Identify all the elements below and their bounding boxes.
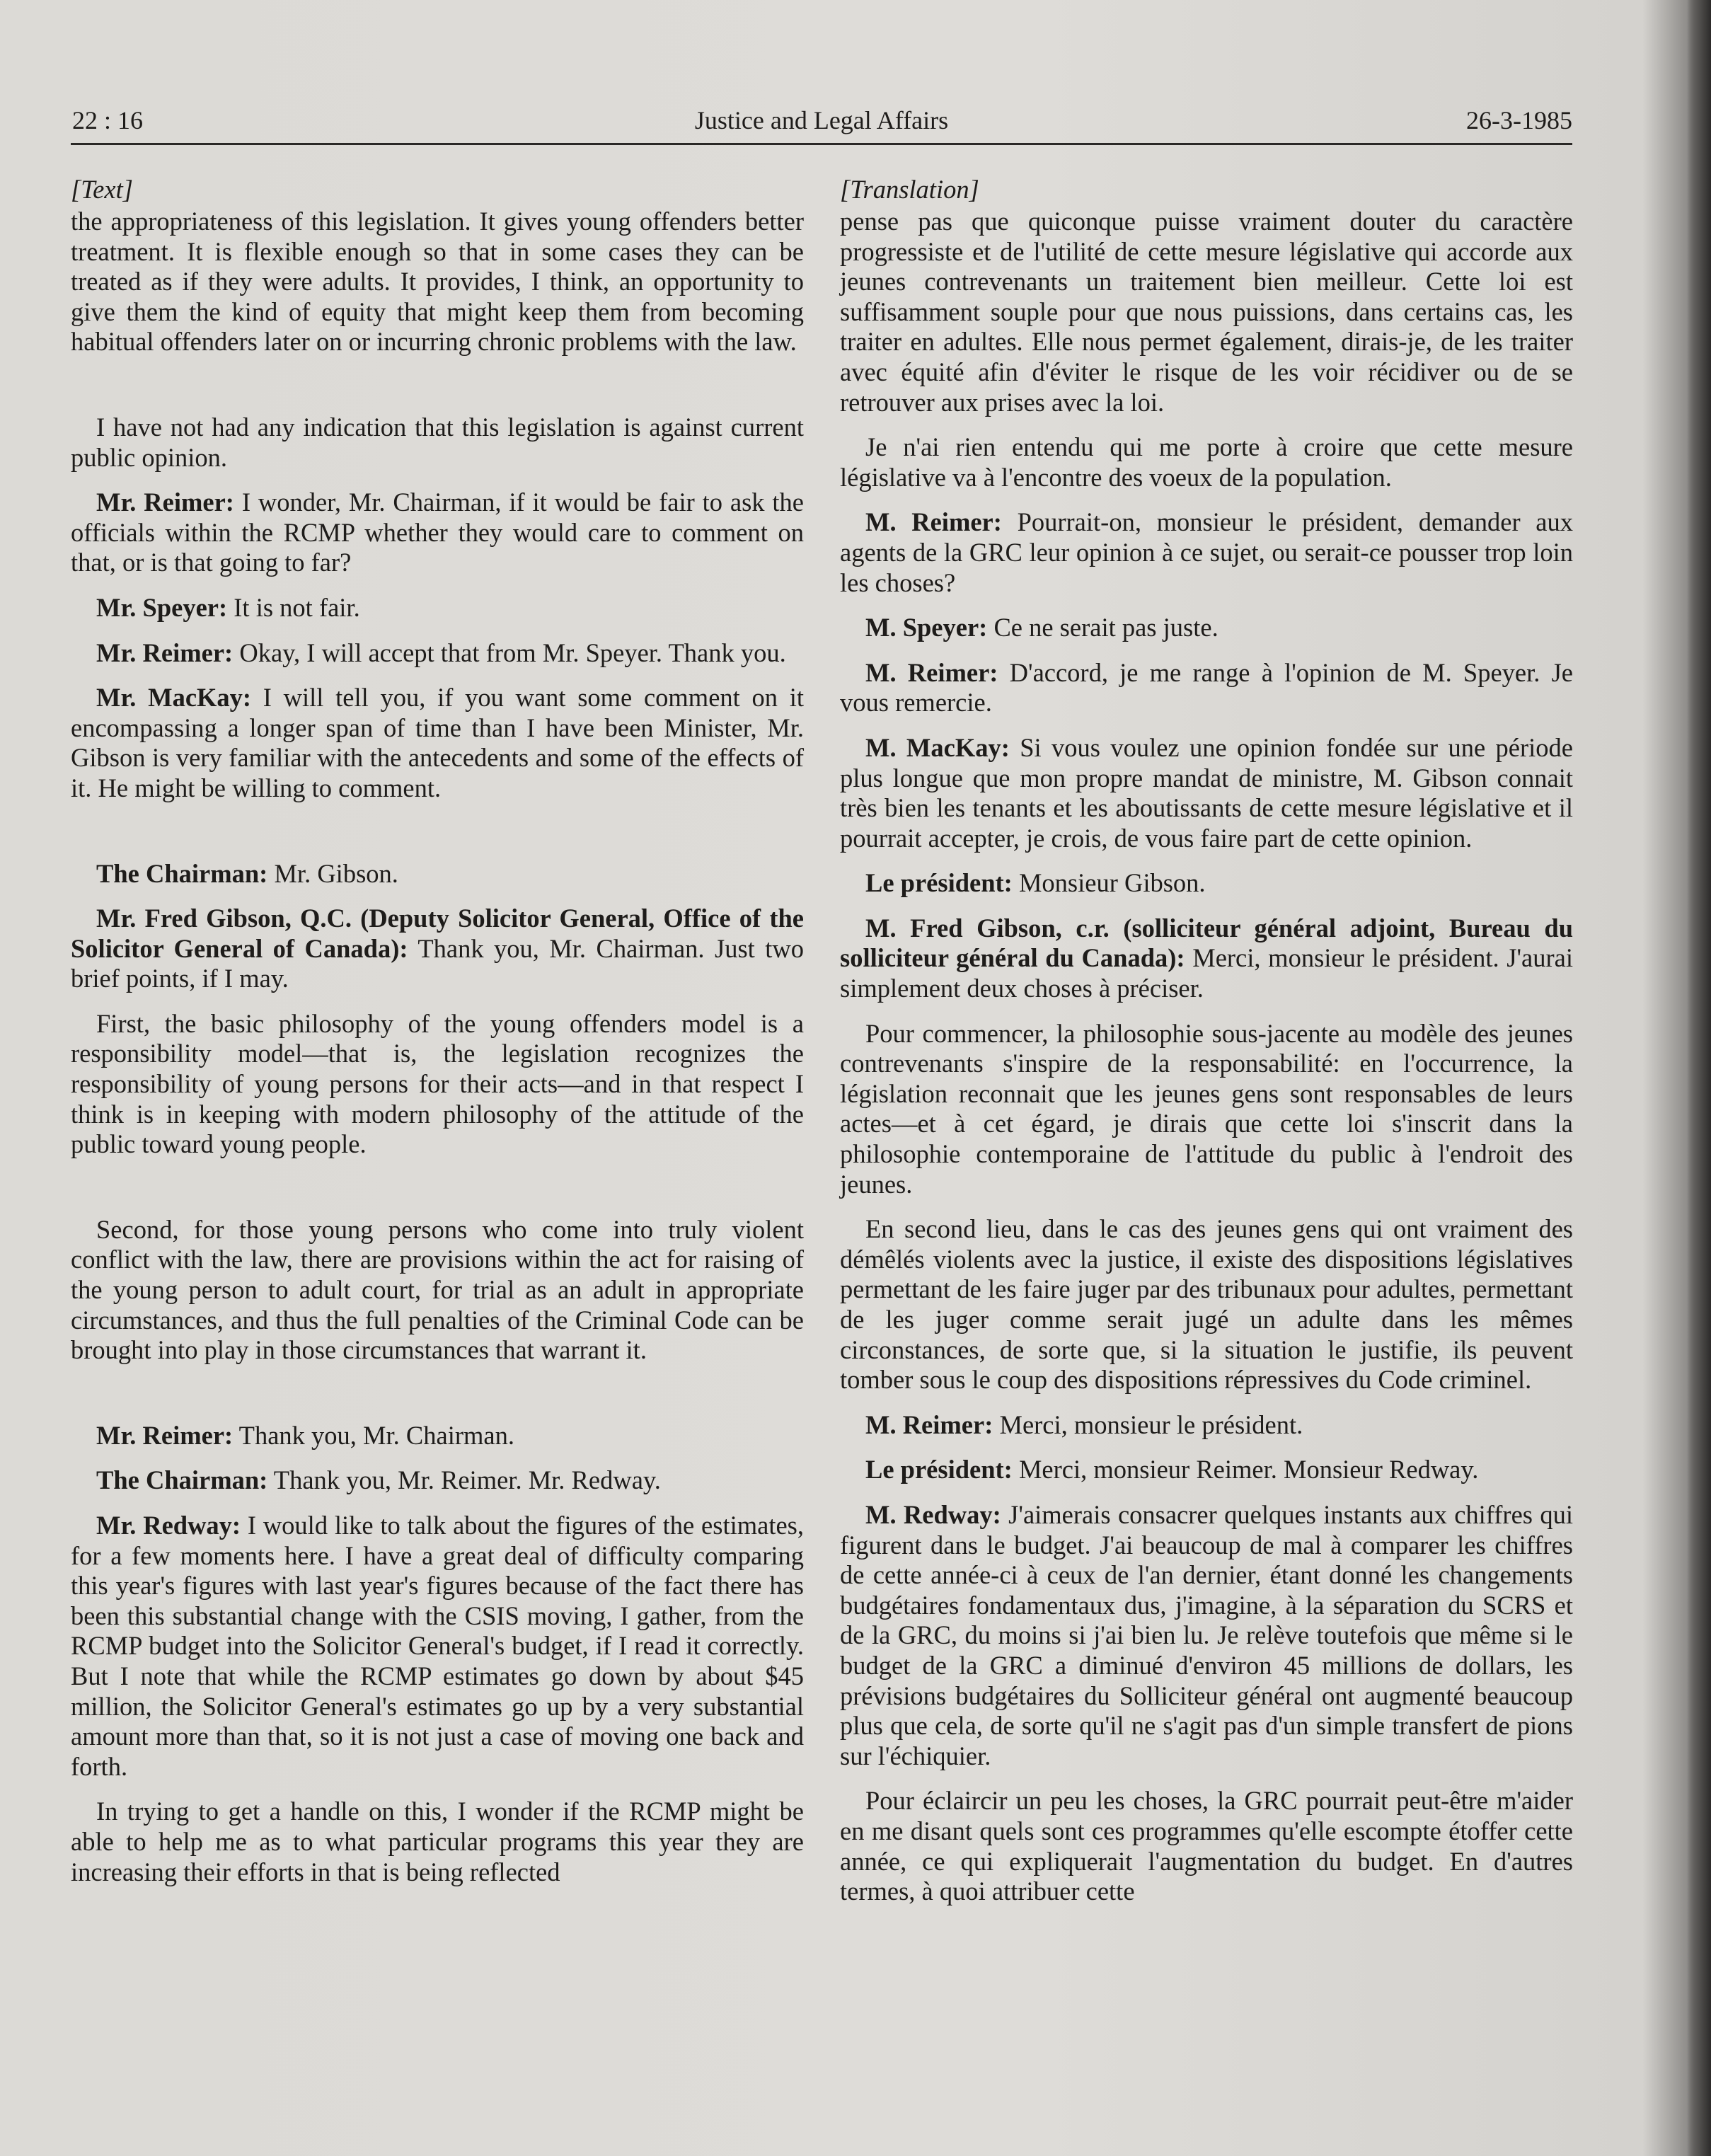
paragraph: Pour commencer, la philosophie sous-jacente au modèle des jeunes contrevenants s'inspire de la responsabilité: en l'occurrence, la législation reconnait que les jeunes gens sont responsables de leurs actes—et à cet égard, je dirais que cette loi s'inscrit dans la philosophie contemporaine de l'attitude du public à l'endroit des jeunes. bbox=[840, 1018, 1573, 1199]
speech: Mr. Redway: I would like to talk about the figures of the estimates, for a few moments here. I have a great deal of difficulty comparing this year's figures with last year's figures because of the fact there has been this substantial change with the CSIS moving, I gather, from the RCMP budget into the Solicitor General's budget, if I read it correctly. But I note that while the RCMP estimates go down by about $45 million, the Solicitor General's estimates go up by a very substantial amount more than that, so it is not just a case of moving one back and forth. bbox=[71, 1511, 804, 1781]
speech: M. MacKay: Si vous voulez une opinion fondée sur une période plus longue que mon propre mandat de ministre, M. Gibson connait très bien les tenants et les aboutissants de cette mesure législative et il pourrait accepter, je crois, de vous faire part de cette opinion. bbox=[840, 732, 1573, 853]
sitting-date: 26-3-1985 bbox=[1466, 106, 1572, 134]
speech: Le président: Merci, monsieur Reimer. Monsieur Redway. bbox=[865, 1455, 1479, 1485]
speech: Mr. Speyer: It is not fair. bbox=[96, 592, 360, 622]
speaker: M. Reimer: bbox=[865, 1410, 993, 1439]
speaker: The Chairman: bbox=[96, 858, 268, 888]
page-number: 22 : 16 bbox=[72, 106, 144, 134]
speaker: Mr. Speyer: bbox=[96, 592, 228, 622]
speaker: M. Redway: bbox=[865, 1499, 1001, 1529]
speaker: Mr. MacKay: bbox=[96, 683, 252, 713]
speech: Mr. MacKay: I will tell you, if you want some comment on it encompassing a longer span of time than I have been Minister, Mr. Gibson is very familiar with the antecedents and some of the effects of it. He might be willing to comment. bbox=[71, 683, 804, 802]
speaker: Mr. Redway: bbox=[96, 1511, 241, 1540]
speaker: Le président: bbox=[865, 1455, 1013, 1485]
speaker: M. Speyer: bbox=[865, 613, 988, 642]
speech: M. Redway: J'aimerais consacrer quelques instants aux chiffres qui figurent dans le budget. J'ai beaucoup de mal à comparer les chiffres de cette année-ci à ceux de l'an dernier, étant donné les changements budgétaires fondamentaux dus, j'imagine, à la séparation du SCRS et de la GRC, du moins si j'ai bien lu. Je relève toutefois que même si le budget de la GRC a diminué d'environ 45 millions de dollars, les prévisions budgétaires du Solliciteur général ont augmenté beaucoup plus que cela, de sorte qu'il ne s'agit pas d'un simple transfert de pions sur l'échiquier. bbox=[840, 1499, 1573, 1770]
paragraph: En second lieu, dans le cas des jeunes gens qui ont vraiment des démêlés violents avec la justice, il existe des dispositions législatives permettant de les faire juger par des tribunaux pour adultes, permettant de les juger comme serait jugé un adulte dans les mêmes circonstances, de sorte que, si la situation le justifie, ils peuvent tomber sous le coup des dispositions répressives du Code criminel. bbox=[840, 1214, 1573, 1395]
paragraph: First, the basic philosophy of the young offenders model is a responsibility model—that is, the legislation recognizes the responsibility of young persons for their acts—and in that respect I think is in keeping with modern philosophy of the attitude of the public toward young people. bbox=[71, 1008, 804, 1159]
speaker: The Chairman: bbox=[96, 1465, 268, 1495]
speaker: M. Reimer: bbox=[865, 507, 1002, 537]
french-column bbox=[840, 174, 1573, 1922]
binding-edge-shadow bbox=[1687, 0, 1711, 2156]
speech: Mr. Reimer: Thank you, Mr. Chairman. bbox=[96, 1420, 514, 1450]
paragraph: pense pas que quiconque puisse vraiment douter du caractère progressiste et de l'utilité de cette mesure législative qui accorde aux jeunes contrevenants un traitement bien meilleur. Cette loi est suffisamment souple pour que nous puissions, dans certains cas, les traiter en adultes. Elle nous permet également, dirais-je, de les traiter avec équité afin d'éviter le risque de les voir récidiver ou de se retrouver aux prises avec la loi. bbox=[840, 207, 1573, 417]
speech: M. Reimer: Merci, monsieur le président. bbox=[865, 1410, 1303, 1439]
speech: M. Reimer: Pourrait-on, monsieur le président, demander aux agents de la GRC leur opinion à ce sujet, ou serait-ce pousser trop loin les choses? bbox=[840, 507, 1573, 597]
speaker: M. MacKay: bbox=[865, 732, 1010, 762]
paragraph: Je n'ai rien entendu qui me porte à croire que cette mesure législative va à l'encontre des voeux de la population. bbox=[840, 432, 1573, 492]
speech: Mr. Fred Gibson, Q.C. (Deputy Solicitor General, Office of the Solicitor General of Canada): Thank you, Mr. Chairman. Just two brief points, if I may. bbox=[71, 904, 804, 993]
running-title: Justice and Legal Affairs bbox=[694, 106, 949, 134]
speaker: M. Reimer: bbox=[865, 657, 998, 687]
paragraph: Pour éclaircir un peu les choses, la GRC pourrait peut-être m'aider en me disant quels sont ces programmes qu'elle escompte étoffer cette année, ce qui expliquerait l'augmentation du budget. En d'autres termes, à quoi attribuer cette bbox=[840, 1786, 1573, 1906]
running-header bbox=[71, 103, 1572, 145]
speech: Mr. Reimer: Okay, I will accept that from Mr. Speyer. Thank you. bbox=[96, 638, 786, 667]
speaker: Mr. Reimer: bbox=[96, 1420, 234, 1450]
speech: M. Speyer: Ce ne serait pas juste. bbox=[865, 613, 1219, 642]
speaker: M. Fred Gibson, c.r. (solliciteur général adjoint, Bureau du solliciteur général du Canada): bbox=[840, 913, 1573, 973]
speech: The Chairman: Mr. Gibson. bbox=[96, 858, 398, 888]
paragraph: the appropriateness of this legislation. It gives young offenders better treatment. It is flexible enough so that in some cases they can be treated as if they were adults. It provides, I think, an opportunity to give them the kind of equity that might keep them from becoming habitual offenders later on or incurring chronic problems with the law. bbox=[71, 207, 804, 357]
column-tag-translation: [Translation] bbox=[840, 175, 979, 204]
speech: Mr. Reimer: I wonder, Mr. Chairman, if it would be fair to ask the officials within the RCMP whether they would care to comment on that, or is that going to far? bbox=[71, 488, 804, 577]
column-tag-text: [Text] bbox=[71, 175, 133, 204]
speaker: Mr. Reimer: bbox=[96, 638, 234, 667]
speech: Le président: Monsieur Gibson. bbox=[865, 868, 1206, 898]
speech: M. Reimer: D'accord, je me range à l'opinion de M. Speyer. Je vous remercie. bbox=[840, 657, 1573, 717]
speaker: Mr. Reimer: bbox=[96, 488, 234, 517]
speaker: Le président: bbox=[865, 868, 1013, 898]
paragraph: I have not had any indication that this legislation is against current public opinion. bbox=[71, 412, 804, 472]
speech: The Chairman: Thank you, Mr. Reimer. Mr. Redway. bbox=[96, 1465, 661, 1495]
paragraph: Second, for those young persons who come into truly violent conflict with the law, there are provisions within the act for raising of the young person to adult court, for trial as an adult in appropriate circumstances, and thus the full penalties of the Criminal Code can be brought into play in those circumstances that warrant it. bbox=[71, 1214, 804, 1365]
paragraph: In trying to get a handle on this, I wonder if the RCMP might be able to help me as to what particular programs this year they are increasing their efforts in that is being reflected bbox=[71, 1797, 804, 1886]
speaker: Mr. Fred Gibson, Q.C. (Deputy Solicitor General, Office of the Solicitor General of Canada): bbox=[71, 904, 804, 963]
speech: M. Fred Gibson, c.r. (solliciteur général adjoint, Bureau du solliciteur général du Canada): Merci, monsieur le président. J'aurai simplement deux choses à préciser. bbox=[840, 913, 1574, 1003]
english-column bbox=[71, 174, 804, 1902]
